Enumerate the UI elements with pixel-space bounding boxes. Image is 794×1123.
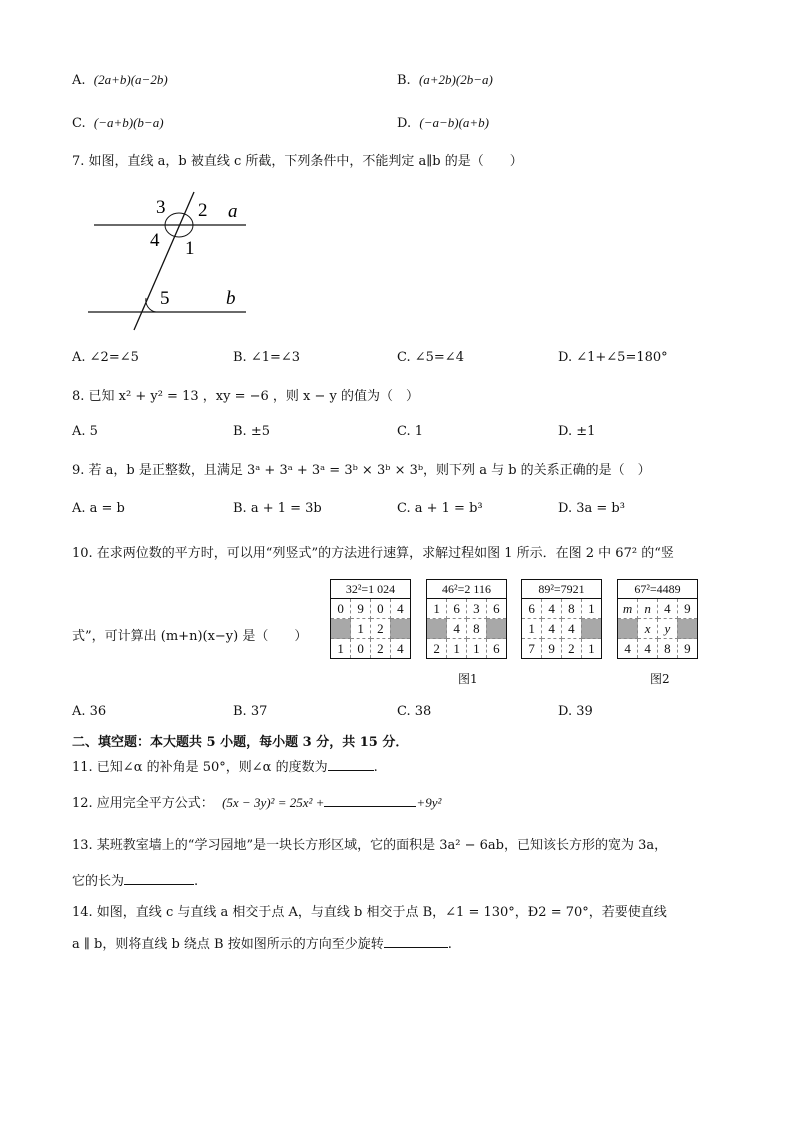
section-2-heading: 二、填空题：本大题共 5 小题，每小题 3 分，共 15 分． xyxy=(72,735,409,750)
angle-3-label: 3 xyxy=(156,197,166,218)
q10-question-cont: 式”，可计算出 (m+n)(x−y) 是（ ） xyxy=(72,629,308,644)
q8-option-d: D. ±1 xyxy=(558,424,596,439)
q7-option-a: A. ∠2=∠5 xyxy=(72,350,139,365)
line-b-label: b xyxy=(226,288,236,309)
q9-option-d: D. 3a = b³ xyxy=(558,501,625,516)
q7-option-b: B. ∠1=∠3 xyxy=(233,350,301,365)
q8-option-a: A. 5 xyxy=(72,424,98,439)
angle-5-label: 5 xyxy=(160,288,170,309)
q11-answer-blank xyxy=(328,758,374,771)
q9-option-b: B. a + 1 = 3b xyxy=(233,501,322,516)
q14-answer-blank xyxy=(384,935,448,948)
q7-figure xyxy=(86,190,251,335)
q10-grid-1: 32²=1 024 0 9 0 4 1 2 1 0 2 4 xyxy=(330,579,411,659)
q6-option-c: C. (−a+b)(b−a) xyxy=(72,115,164,131)
angle-2-label: 2 xyxy=(198,200,208,221)
q10-option-a: A. 36 xyxy=(72,704,107,719)
q10-option-c: C. 38 xyxy=(397,704,432,719)
q12-question: 12. 应用完全平方公式： (5x − 3y)² = 25x² + +9y² xyxy=(72,795,442,811)
q13-answer-blank xyxy=(124,872,194,885)
q10-grid-3: 89²=7921 6 4 8 1 1 4 4 7 9 2 1 xyxy=(521,579,602,659)
fig2-caption: 图2 xyxy=(650,672,670,686)
q7-option-d: D. ∠1+∠5=180° xyxy=(558,350,668,365)
q13-question-cont: 它的长为 . xyxy=(72,874,199,889)
fig1-caption: 图1 xyxy=(458,672,478,686)
angle-1-label: 1 xyxy=(185,238,195,259)
q8-option-b: B. ±5 xyxy=(233,424,270,439)
q10-grid-4: 67²=4489 m n 4 9 x y 4 4 8 9 xyxy=(617,579,698,659)
q14-question: 14. 如图，直线 c 与直线 a 相交于点 A，与直线 b 相交于点 B，∠1 = 130°，Ð2 = 70°，若要使直线 xyxy=(72,905,667,920)
q10-question: 10. 在求两位数的平方时，可以用“列竖式”的方法进行速算，求解过程如图 1 所示．在图 2 中 67² 的“竖 xyxy=(72,546,674,561)
q10-option-b: B. 37 xyxy=(233,704,268,719)
q9-option-c: C. a + 1 = b³ xyxy=(397,501,483,516)
q6-option-b: B. (a+2b)(2b−a) xyxy=(397,72,493,88)
q11-question: 11. 已知∠α 的补角是 50°，则∠α 的度数为 . xyxy=(72,760,378,775)
grid-title: 89²=7921 xyxy=(522,580,601,599)
grid-title: 32²=1 024 xyxy=(331,580,410,599)
q13-question: 13. 某班教室墙上的“学习园地”是一块长方形区域，它的面积是 3a² − 6ab，已知该长方形的宽为 3a， xyxy=(72,838,668,853)
q8-question: 8. 已知 x² + y² = 13 ，xy = −6 ，则 x − y 的值为（ ） xyxy=(72,389,419,404)
q9-question: 9. 若 a，b 是正整数，且满足 3ᵃ + 3ᵃ + 3ᵃ = 3ᵇ × 3ᵇ × 3ᵇ，则下列 a 与 b 的关系正确的是（ ） xyxy=(72,463,651,478)
q6-option-d: D. (−a−b)(a+b) xyxy=(397,115,489,131)
q10-option-d: D. 39 xyxy=(558,704,593,719)
q10-grid-2: 46²=2 116 1 6 3 6 4 8 2 1 1 6 xyxy=(426,579,507,659)
grid-title: 67²=4489 xyxy=(618,580,697,599)
line-a-label: a xyxy=(228,201,238,222)
q8-option-c: C. 1 xyxy=(397,424,424,439)
angle-4-label: 4 xyxy=(150,230,160,251)
q9-option-a: A. a = b xyxy=(72,501,125,516)
q7-option-c: C. ∠5=∠4 xyxy=(397,350,464,365)
q6-option-a: A. (2a+b)(a−2b) xyxy=(72,72,168,88)
grid-title: 46²=2 116 xyxy=(427,580,506,599)
q12-answer-blank xyxy=(324,794,416,807)
q7-question: 7. 如图，直线 a，b 被直线 c 所截，下列条件中，不能判定 a∥b 的是（ ） xyxy=(72,154,523,169)
q14-question-cont: a ∥ b，则将直线 b 绕点 B 按如图所示的方向至少旋转 . xyxy=(72,937,452,952)
